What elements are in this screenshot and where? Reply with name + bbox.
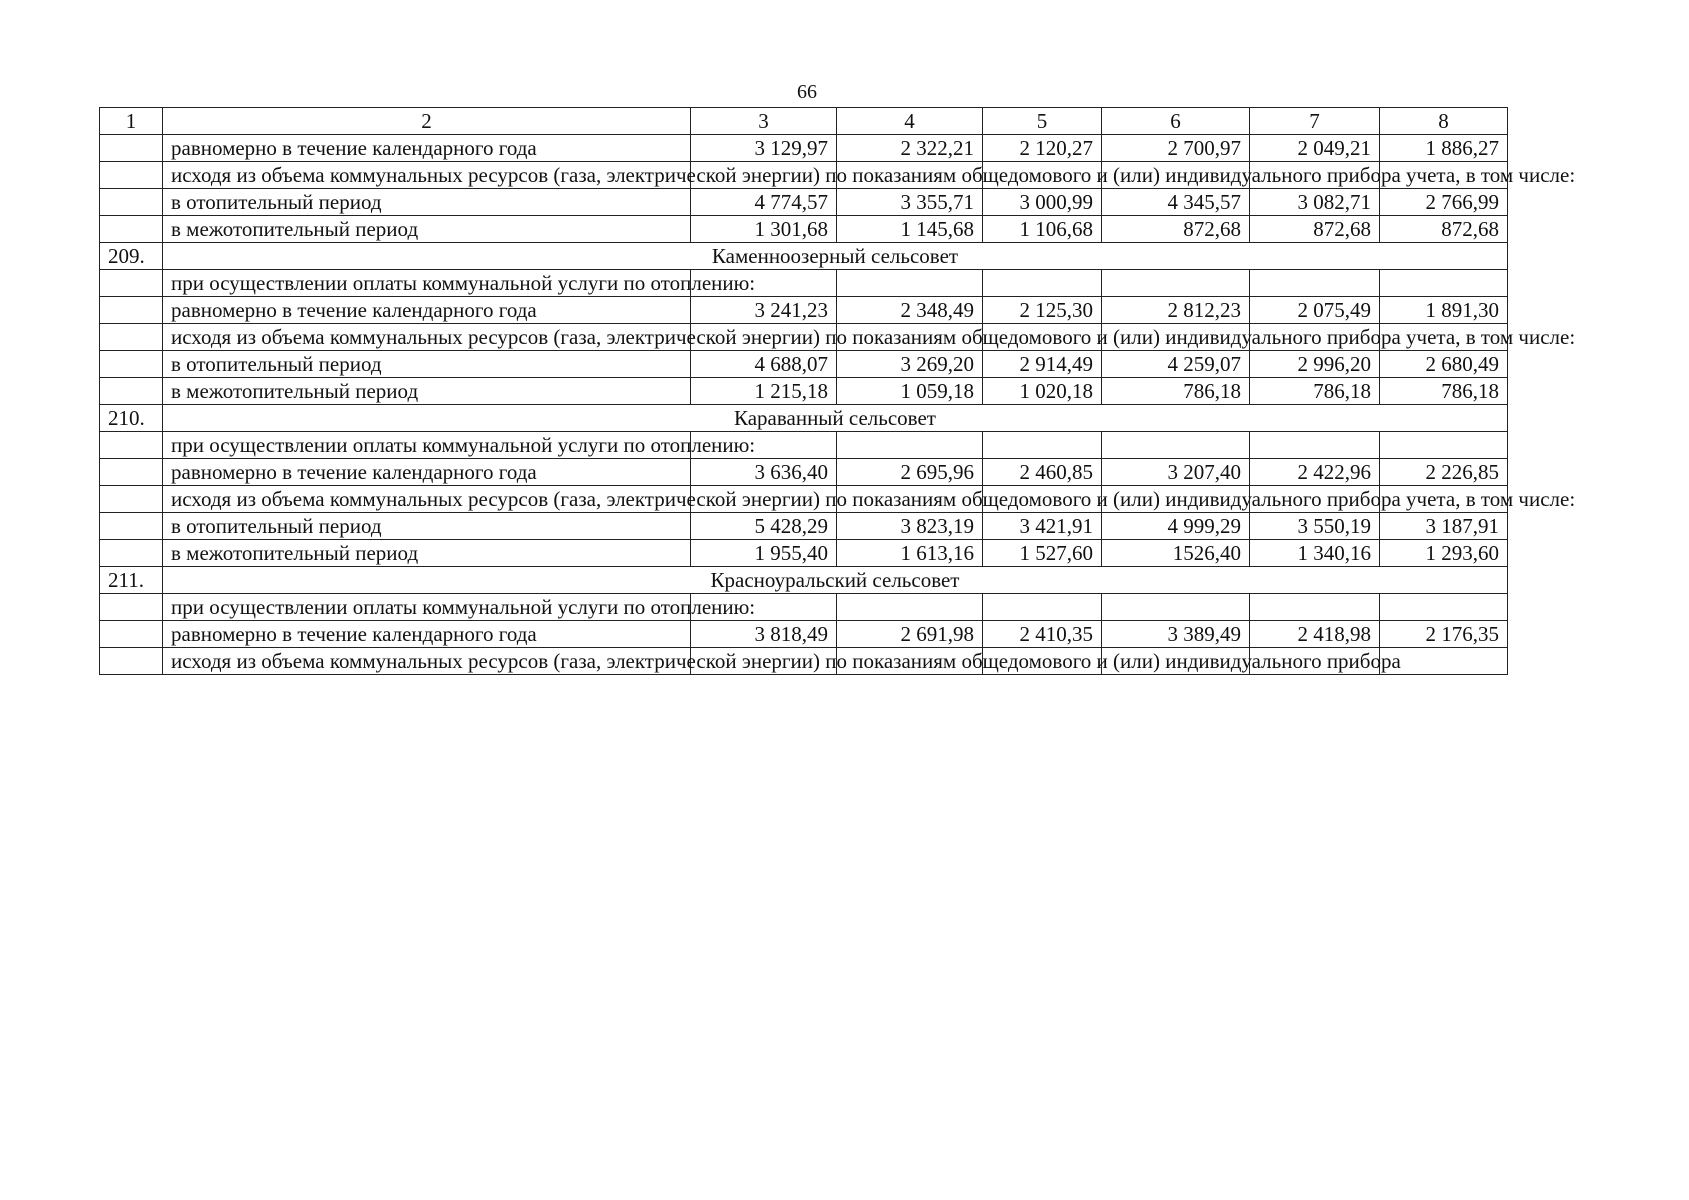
column-number: 5: [983, 108, 1102, 135]
row-number-cell: [100, 135, 163, 162]
value-cell: [1102, 432, 1250, 459]
value-cell: 5 428,29: [691, 513, 837, 540]
table-row: [100, 351, 1508, 378]
table-row: [100, 189, 1508, 216]
value-cell: 4 999,29: [1102, 513, 1250, 540]
value-cell: 1 059,18: [837, 378, 983, 405]
value-cell: 1526,40: [1102, 540, 1250, 567]
value-cell: 872,68: [1250, 216, 1380, 243]
table-row: [100, 216, 1508, 243]
row-label: в отопительный период: [163, 513, 691, 540]
row-number-cell: [100, 324, 163, 351]
row-number-cell: [100, 621, 163, 648]
table-body: [100, 108, 1576, 675]
row-label: при осуществлении оплаты коммунальной услуги по отоплению:: [163, 270, 691, 297]
value-cell: 2 695,96: [837, 459, 983, 486]
value-cell: 2 418,98: [1250, 621, 1380, 648]
value-cell: 3 823,19: [837, 513, 983, 540]
row-label: исходя из объема коммунальных ресурсов (газа, электрической энергии) по показаниям общедомового и (или) индивидуального прибора: [163, 648, 691, 675]
value-cell: 4 774,57: [691, 189, 837, 216]
value-cell: 1 301,68: [691, 216, 837, 243]
text-row: [100, 594, 1508, 621]
value-cell: [837, 594, 983, 621]
text-row: [100, 270, 1508, 297]
column-number: 4: [837, 108, 983, 135]
value-cell: 1 020,18: [983, 378, 1102, 405]
value-cell: 3 129,97: [691, 135, 837, 162]
value-cell: 2 176,35: [1380, 621, 1508, 648]
value-cell: 2 075,49: [1250, 297, 1380, 324]
section-title: Каменноозерный сельсовет: [163, 243, 1508, 270]
value-cell: 786,18: [1102, 378, 1250, 405]
value-cell: [837, 432, 983, 459]
value-cell: 2 322,21: [837, 135, 983, 162]
row-number-cell: [100, 378, 163, 405]
value-cell: [983, 594, 1102, 621]
row-label: равномерно в течение календарного года: [163, 621, 691, 648]
value-cell: 2 226,85: [1380, 459, 1508, 486]
row-label: в межотопительный период: [163, 540, 691, 567]
row-number-cell: [100, 540, 163, 567]
value-cell: 3 421,91: [983, 513, 1102, 540]
column-number: 3: [691, 108, 837, 135]
value-cell: 872,68: [1380, 216, 1508, 243]
value-cell: 1 955,40: [691, 540, 837, 567]
value-cell: 3 269,20: [837, 351, 983, 378]
column-number: 6: [1102, 108, 1250, 135]
row-number-cell: [100, 189, 163, 216]
value-cell: 1 340,16: [1250, 540, 1380, 567]
row-number-cell: [100, 432, 163, 459]
value-cell: 2 914,49: [983, 351, 1102, 378]
row-label: в отопительный период: [163, 189, 691, 216]
row-label: при осуществлении оплаты коммунальной услуги по отоплению:: [163, 432, 691, 459]
value-cell: [1380, 432, 1508, 459]
value-cell: [983, 270, 1102, 297]
text-row: [100, 162, 1508, 189]
row-label: при осуществлении оплаты коммунальной услуги по отоплению:: [163, 594, 691, 621]
value-cell: 1 145,68: [837, 216, 983, 243]
section-row: [100, 567, 1508, 594]
section-number: 210.: [100, 405, 163, 432]
value-cell: 2 348,49: [837, 297, 983, 324]
column-number: 7: [1250, 108, 1380, 135]
value-cell: 3 241,23: [691, 297, 837, 324]
section-title: Караванный сельсовет: [163, 405, 1508, 432]
tariff-table: [99, 107, 1576, 675]
row-number-cell: [100, 594, 163, 621]
value-cell: 2 700,97: [1102, 135, 1250, 162]
section-row: [100, 243, 1508, 270]
table-row: [100, 378, 1508, 405]
value-cell: [1250, 432, 1380, 459]
row-label: в отопительный период: [163, 351, 691, 378]
value-cell: 1 106,68: [983, 216, 1102, 243]
value-cell: 3 207,40: [1102, 459, 1250, 486]
value-cell: 3 636,40: [691, 459, 837, 486]
table-row: [100, 540, 1508, 567]
value-cell: [1102, 270, 1250, 297]
text-row: [100, 324, 1508, 351]
value-cell: 4 345,57: [1102, 189, 1250, 216]
value-cell: [1250, 270, 1380, 297]
value-cell: [1380, 594, 1508, 621]
value-cell: 2 410,35: [983, 621, 1102, 648]
value-cell: 2 691,98: [837, 621, 983, 648]
table-row: [100, 135, 1508, 162]
value-cell: 4 259,07: [1102, 351, 1250, 378]
value-cell: 2 125,30: [983, 297, 1102, 324]
page-number: 66: [797, 81, 817, 103]
value-cell: 3 818,49: [691, 621, 837, 648]
value-cell: 2 460,85: [983, 459, 1102, 486]
section-number: 209.: [100, 243, 163, 270]
section-title: Красноуральский сельсовет: [163, 567, 1508, 594]
value-cell: 3 389,49: [1102, 621, 1250, 648]
value-cell: 2 120,27: [983, 135, 1102, 162]
value-cell: 2 766,99: [1380, 189, 1508, 216]
row-label: равномерно в течение календарного года: [163, 135, 691, 162]
section-row: [100, 405, 1508, 432]
value-cell: 1 891,30: [1380, 297, 1508, 324]
value-cell: [837, 270, 983, 297]
row-number-cell: [100, 648, 163, 675]
row-label: равномерно в течение календарного года: [163, 297, 691, 324]
value-cell: [1250, 594, 1380, 621]
row-label: исходя из объема коммунальных ресурсов (газа, электрической энергии) по показаниям общедомового и (или) индивидуального прибора учета, в том числе:: [163, 486, 691, 513]
value-cell: 3 082,71: [1250, 189, 1380, 216]
value-cell: [983, 432, 1102, 459]
table-row: [100, 621, 1508, 648]
row-label: равномерно в течение календарного года: [163, 459, 691, 486]
column-number: 8: [1380, 108, 1508, 135]
row-number-cell: [100, 297, 163, 324]
row-label: в межотопительный период: [163, 378, 691, 405]
section-number: 211.: [100, 567, 163, 594]
row-label: в межотопительный период: [163, 216, 691, 243]
row-label: исходя из объема коммунальных ресурсов (газа, электрической энергии) по показаниям общедомового и (или) индивидуального прибора учета, в том числе:: [163, 162, 691, 189]
row-number-cell: [100, 459, 163, 486]
row-number-cell: [100, 351, 163, 378]
value-cell: [1102, 594, 1250, 621]
value-cell: 3 000,99: [983, 189, 1102, 216]
row-number-cell: [100, 270, 163, 297]
value-cell: 3 355,71: [837, 189, 983, 216]
table-row: [100, 459, 1508, 486]
value-cell: 2 680,49: [1380, 351, 1508, 378]
value-cell: 2 996,20: [1250, 351, 1380, 378]
table-row: [100, 297, 1508, 324]
row-label: исходя из объема коммунальных ресурсов (газа, электрической энергии) по показаниям общедомового и (или) индивидуального прибора учета, в том числе:: [163, 324, 691, 351]
value-cell: 3 187,91: [1380, 513, 1508, 540]
value-cell: 1 527,60: [983, 540, 1102, 567]
value-cell: 2 812,23: [1102, 297, 1250, 324]
value-cell: 872,68: [1102, 216, 1250, 243]
row-number-cell: [100, 513, 163, 540]
row-number-cell: [100, 162, 163, 189]
value-cell: 2 049,21: [1250, 135, 1380, 162]
value-cell: 786,18: [1380, 378, 1508, 405]
column-number-row: [100, 108, 1508, 135]
value-cell: 4 688,07: [691, 351, 837, 378]
value-cell: 1 215,18: [691, 378, 837, 405]
column-number: 1: [100, 108, 163, 135]
row-number-cell: [100, 486, 163, 513]
column-number: 2: [163, 108, 691, 135]
value-cell: [1380, 270, 1508, 297]
text-row: [100, 486, 1508, 513]
value-cell: 3 550,19: [1250, 513, 1380, 540]
value-cell: 1 886,27: [1380, 135, 1508, 162]
value-cell: 1 293,60: [1380, 540, 1508, 567]
value-cell: 786,18: [1250, 378, 1380, 405]
text-row: [100, 432, 1508, 459]
row-number-cell: [100, 216, 163, 243]
value-cell: 2 422,96: [1250, 459, 1380, 486]
table-row: [100, 513, 1508, 540]
text-row: [100, 648, 1508, 675]
value-cell: 1 613,16: [837, 540, 983, 567]
